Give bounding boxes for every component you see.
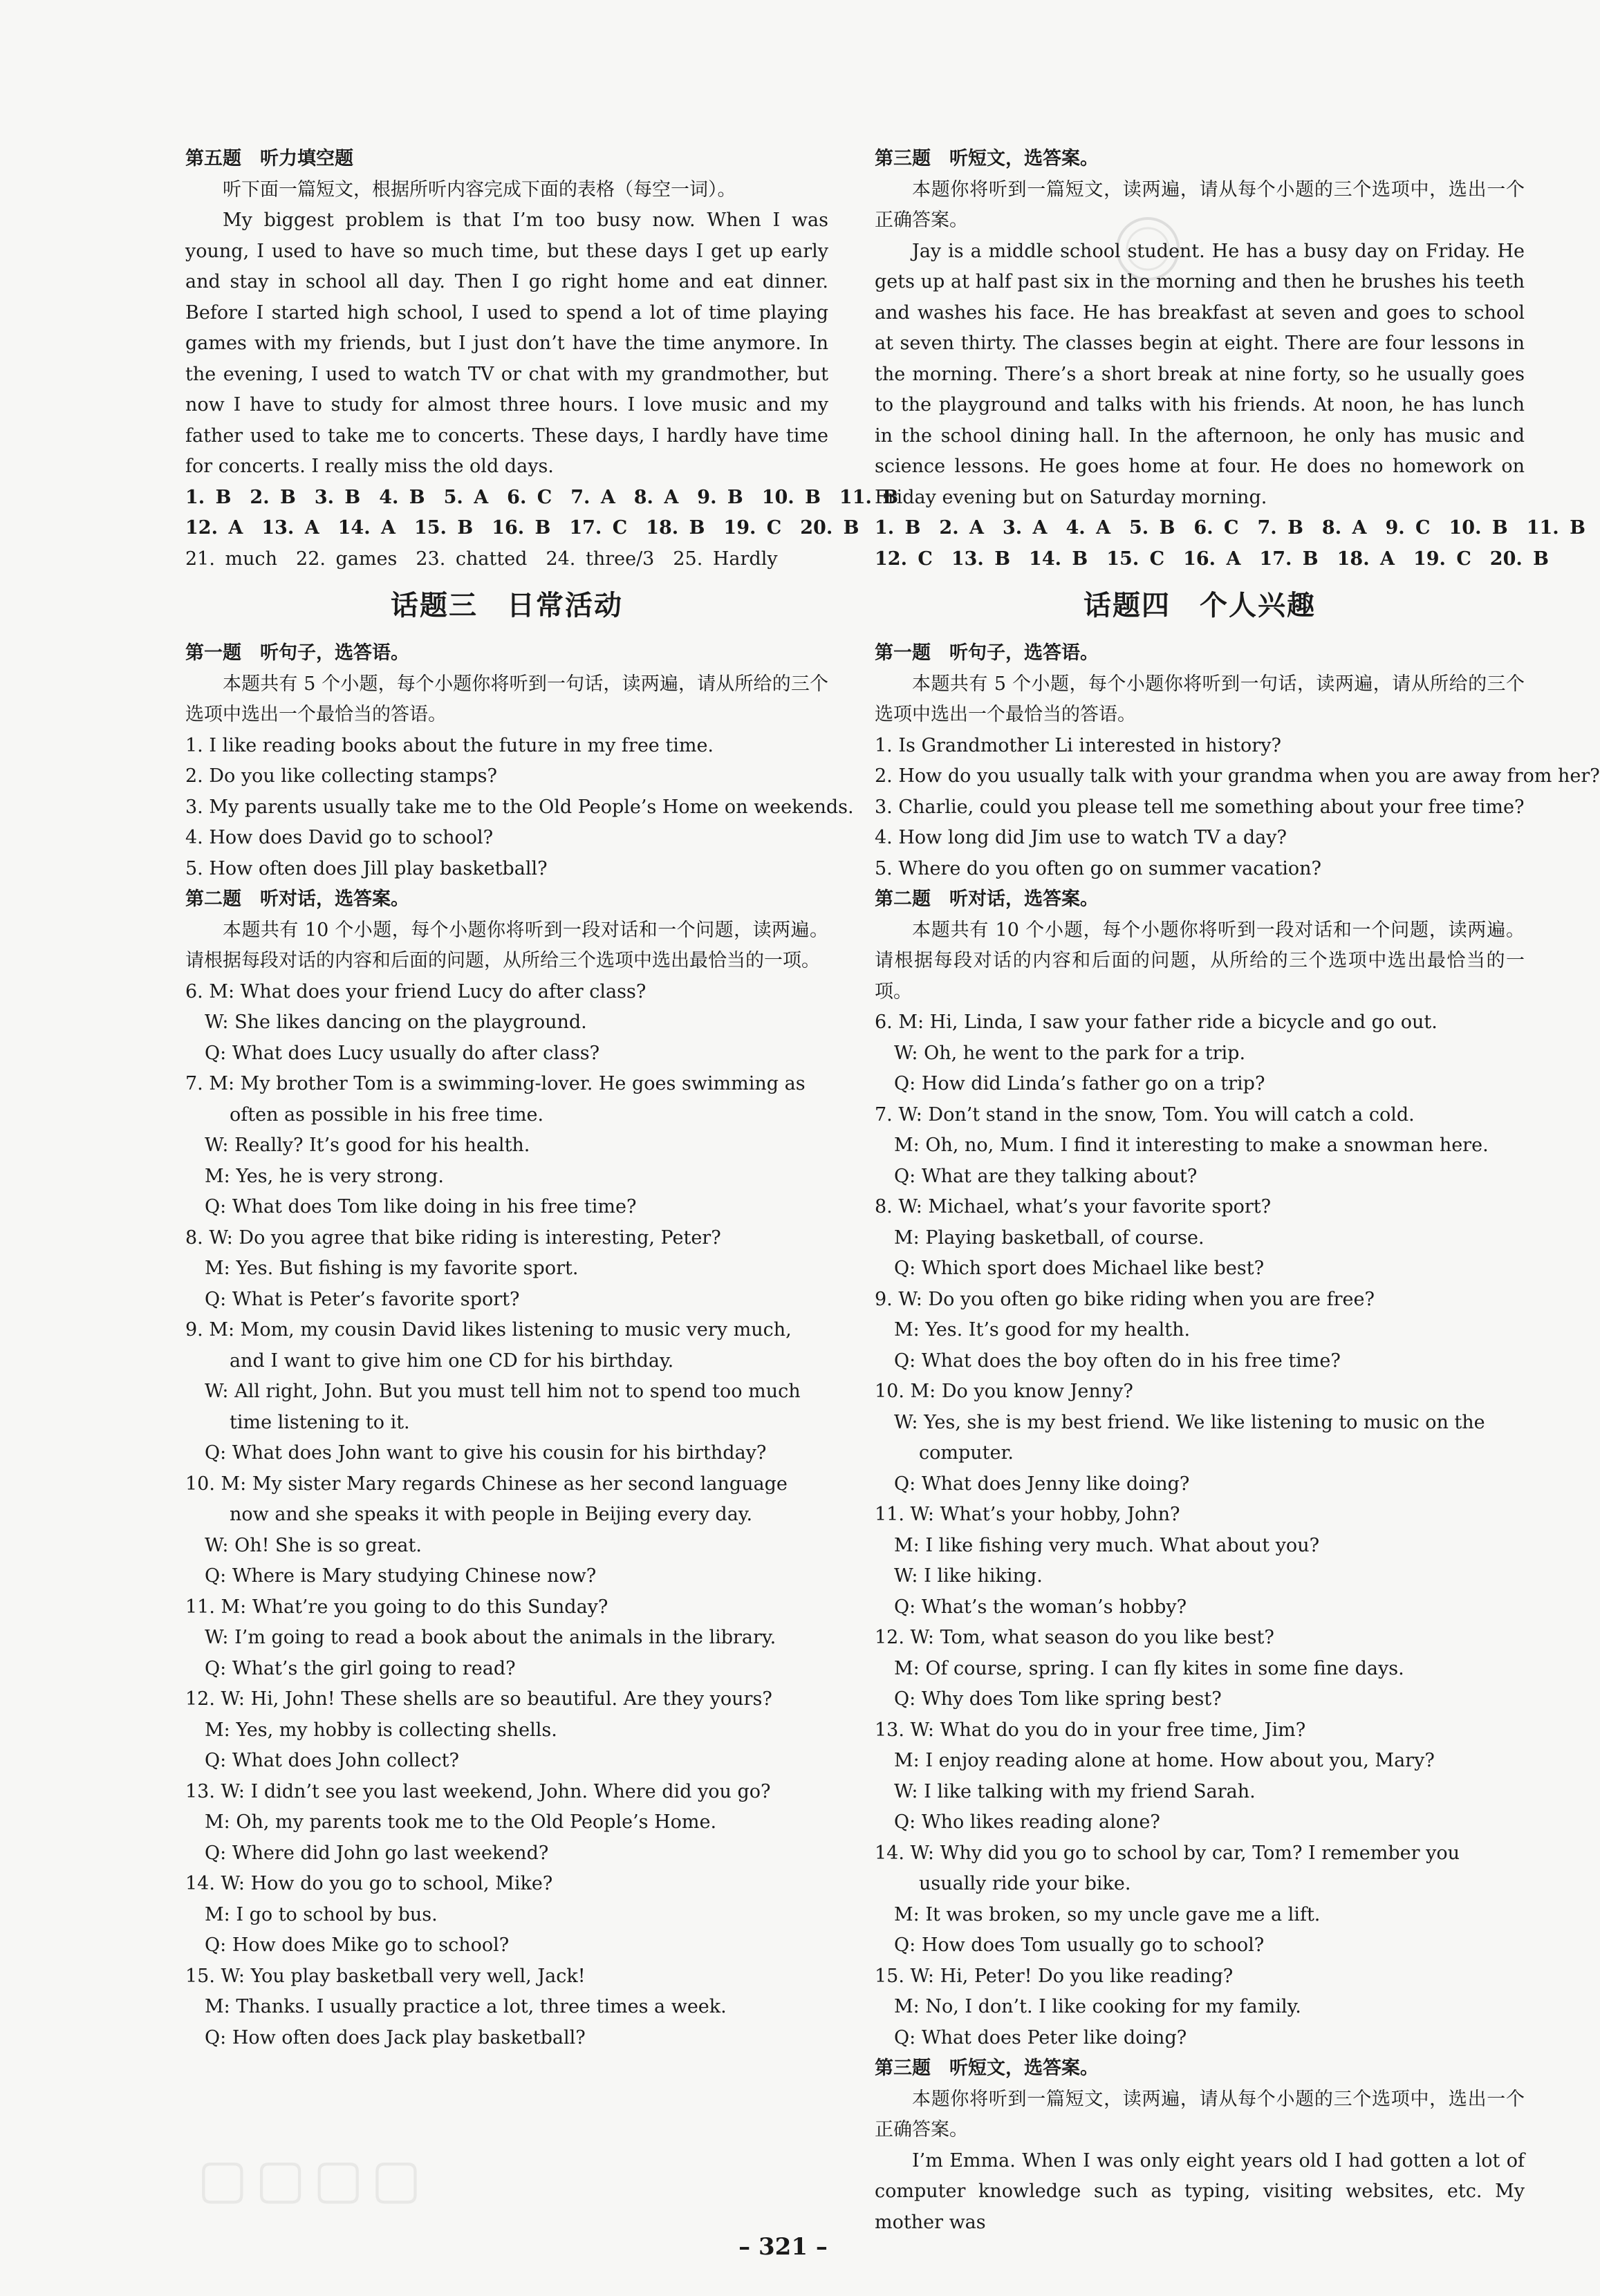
dialog-line: W: Really? It’s good for his health.	[205, 1135, 530, 1156]
right-column	[875, 144, 1600, 2238]
dialog-line: Q: What does John want to give his cousin for his birthday?	[205, 1442, 767, 1464]
section-5-passage: My biggest problem is that I’m too busy now. When I was young, I used to have so much time, but these days I get up early and stay in school all day. Then I go right home and eat dinner. Before I started high school, I used to spend a lot of time playing games with my friends, but I just don’t have the time anymore. In the evening, I used to watch TV or chat with my grandmother, but now I have to study for almost three hours. I love music and my father used to take me to concerts. These days, I hardly have time for concerts. I really miss the old days.	[185, 209, 828, 477]
dialog-line: M: Yes. But fishing is my favorite sport.	[205, 1258, 579, 1279]
t4-section-3-title: 第三题 听短文，选答案。	[875, 2057, 1099, 2079]
dialog-item	[185, 1592, 828, 1685]
dialog-line: Q: What does Tom like doing in his free time?	[205, 1196, 637, 1217]
t4-section-2-instructions: 本题共有 10 个小题，每个小题你将听到一段对话和一个问题，读两遍。请根据每段对话的内容和后面的问题，从所给的三个选项中选出最恰当的一项。	[875, 919, 1525, 1002]
section-3-passage: Jay is a middle school student. He has a busy day on Friday. He gets up at half past six in the morning and then he brushes his teeth and washes his face. He has breakfast at seven and goes to school at seven thirty. The classes begin at eight. There are four lessons in the morning. There’s a short break at nine forty, so he usually goes to the playground and talks with his friends. At noon, he has lunch in the school dining hall. In the afternoon, he only has music and science lessons. He goes home at four. He does no homework on Friday evening but on Saturday morning.	[875, 240, 1525, 508]
dialog-item	[875, 1838, 1525, 1961]
dialog-line: Q: What does Lucy usually do after class?	[205, 1042, 600, 1064]
dialog-question-line: 10. M: My sister Mary regards Chinese as her second language now and she speaks it with people in Beijing every day.	[185, 1473, 788, 1525]
dialog-line: M: Yes, he is very strong.	[205, 1165, 444, 1187]
dialog-line: Q: Where is Mary studying Chinese now?	[205, 1565, 597, 1587]
dialog-question-line: 11. W: What’s your hobby, John?	[875, 1504, 1180, 1525]
dialog-item	[875, 1961, 1525, 2054]
list-item: 1. Is Grandmother Li interested in history?	[875, 734, 1281, 756]
t4-section-3-instructions: 本题你将听到一篇短文，读两遍，请从每个小题的三个选项中，选出一个正确答案。	[875, 2088, 1525, 2140]
dialog-line: Q: What does Jenny like doing?	[894, 1473, 1190, 1495]
dialog-item	[875, 1623, 1525, 1715]
dialog-item	[185, 1777, 828, 1869]
dialog-question-line: 8. W: Michael, what’s your favorite sport?	[875, 1196, 1272, 1217]
dialog-question-line: 12. W: Tom, what season do you like best?	[875, 1627, 1274, 1648]
dialog-line: Q: Why does Tom like spring best?	[894, 1688, 1222, 1710]
dialog-question-line: 15. W: Hi, Peter! Do you like reading?	[875, 1965, 1234, 1987]
dialog-line: Q: What’s the girl going to read?	[205, 1657, 516, 1679]
dialog-item	[185, 1069, 828, 1223]
dialog-question-line: 6. M: What does your friend Lucy do after class?	[185, 980, 646, 1002]
t3-section-1-title: 第一题 听句子，选答语。	[185, 642, 409, 664]
dialog-line: M: Thanks. I usually practice a lot, three times a week.	[205, 1996, 727, 2017]
dialog-question-line: 13. W: What do you do in your free time, Jim?	[875, 1719, 1306, 1741]
section-3-instructions: 本题你将听到一篇短文，读两遍，请从每个小题的三个选项中，选出一个正确答案。	[875, 178, 1525, 231]
list-item: 1. I like reading books about the future in my free time.	[185, 734, 714, 756]
stamp-watermark-icon	[1106, 207, 1189, 290]
dialog-line: W: I like talking with my friend Sarah.	[894, 1780, 1256, 1802]
dialog-line: M: Playing basketball, of course.	[894, 1226, 1204, 1249]
t3-section-1-instructions: 本题共有 5 个小题，每个小题你将听到一句话，读两遍，请从所给的三个选项中选出一个最恰当的答语。	[185, 673, 828, 725]
dialog-question-line: 12. W: Hi, John! These shells are so beautiful. Are they yours?	[185, 1688, 772, 1710]
dialog-question-line: 6. M: Hi, Linda, I saw your father ride a bicycle and go out.	[875, 1011, 1438, 1033]
section-5-instructions: 听下面一篇短文，根据所听内容完成下面的表格（每空一词）。	[223, 178, 736, 200]
dialog-line: M: Yes. It’s good for my health.	[894, 1319, 1191, 1341]
list-item: 3. Charlie, could you please tell me something about your free time?	[875, 796, 1525, 818]
dialog-line: W: I like hiking.	[894, 1565, 1043, 1587]
answer-key-line-2: 12. A 13. A 14. A 15. B 16. B 17. C 18. B 19. C 20. B	[185, 517, 859, 539]
dialog-line: M: I go to school by bus.	[205, 1903, 438, 1925]
answer-key-line-1: 1. B 2. B 3. B 4. B 5. A 6. C 7. A 8. A 9. B 10. B 11. B	[185, 486, 899, 508]
dialog-item	[875, 1285, 1525, 1377]
watermark-logo-icon: ▢▢▢▢	[197, 2148, 429, 2210]
answer-key-line-1: 1. B 2. A 3. A 4. A 5. B 6. C 7. B 8. A 9. C 10. B 11. B	[875, 517, 1585, 539]
t3-section-2-instructions: 本题共有 10 个小题，每个小题你将听到一段对话和一个问题，读两遍。请根据每段对话的内容和后面的问题，从所给三个选项中选出最恰当的一项。	[185, 919, 828, 971]
dialog-line: M: I like fishing very much. What about you?	[894, 1534, 1320, 1556]
dialog-line: Q: Which sport does Michael like best?	[894, 1258, 1265, 1279]
dialog-item	[185, 1223, 828, 1316]
list-item: 4. How long did Jim use to watch TV a day?	[875, 827, 1287, 848]
dialog-item	[875, 1715, 1525, 1838]
dialog-line: Q: How often does Jack play basketball?	[205, 2026, 586, 2048]
list-item: 5. Where do you often go on summer vacation?	[875, 857, 1322, 879]
list-item: 4. How does David go to school?	[185, 827, 494, 848]
dialog-line: W: I’m going to read a book about the animals in the library.	[205, 1627, 776, 1648]
dialog-line: M: It was broken, so my uncle gave me a lift.	[894, 1903, 1321, 1925]
t3-dialog-list	[185, 977, 828, 2054]
t4-section-2-title: 第二题 听对话，选答案。	[875, 888, 1099, 910]
dialog-item	[875, 1500, 1525, 1623]
section-5-title: 第五题 听力填空题	[185, 148, 353, 169]
dialog-line: M: Yes, my hobby is collecting shells.	[205, 1719, 557, 1741]
t3-section-2-title: 第二题 听对话，选答案。	[185, 888, 409, 910]
t4-section-1-title: 第一题 听句子，选答语。	[875, 642, 1099, 664]
dialog-line: M: No, I don’t. I like cooking for my family.	[894, 1996, 1301, 2017]
answer-key-line-2: 12. C 13. B 14. B 15. C 16. A 17. B 18. A 19. C 20. B	[875, 548, 1550, 570]
dialog-line: M: Of course, spring. I can fly kites in some fine days.	[894, 1657, 1404, 1679]
dialog-line: Q: What’s the woman’s hobby?	[894, 1596, 1187, 1618]
dialog-question-line: 9. W: Do you often go bike riding when you are free?	[875, 1288, 1375, 1310]
dialog-question-line: 14. W: Why did you go to school by car, Tom? I remember you usually ride your bike.	[875, 1842, 1460, 1894]
dialog-line: Q: Who likes reading alone?	[894, 1811, 1160, 1833]
dialog-question-line: 9. M: Mom, my cousin David likes listening to music very much, and I want to give him one CD for his birthday.	[185, 1319, 792, 1372]
left-column	[185, 144, 899, 2053]
dialog-item	[875, 1192, 1525, 1285]
dialog-question-line: 7. W: Don’t stand in the snow, Tom. You will catch a cold.	[875, 1103, 1415, 1126]
dialog-item	[185, 1961, 828, 2054]
t3-section-1-items	[185, 731, 854, 885]
answer-key-line-3: 21. much 22. games 23. chatted 24. three/3 25. Hardly	[185, 548, 778, 570]
dialog-item	[875, 1007, 1525, 1100]
dialog-line: W: Yes, she is my best friend. We like listening to music on the computer.	[894, 1411, 1485, 1464]
dialog-line: Q: What is Peter’s favorite sport?	[205, 1288, 520, 1310]
dialog-item	[185, 1469, 828, 1592]
dialog-item	[185, 1869, 828, 1961]
t4-section-1-instructions: 本题共有 5 个小题，每个小题你将听到一句话，读两遍，请从所给的三个选项中选出一个最恰当的答语。	[875, 673, 1525, 725]
list-item: 5. How often does Jill play basketball?	[185, 857, 548, 879]
dialog-line: Q: What does John collect?	[205, 1750, 459, 1771]
dialog-line: Q: How does Mike go to school?	[205, 1934, 510, 1956]
dialog-question-line: 8. W: Do you agree that bike riding is interesting, Peter?	[185, 1226, 721, 1249]
dialog-line: Q: What does Peter like doing?	[894, 2026, 1187, 2048]
dialog-line: M: Oh, no, Mum. I find it interesting to make a snowman here.	[894, 1135, 1489, 1156]
dialog-line: Q: Where did John go last weekend?	[205, 1842, 549, 1864]
dialog-line: W: All right, John. But you must tell him not to spend too much time listening to it.	[205, 1381, 801, 1433]
dialog-item	[875, 1376, 1525, 1500]
dialog-item	[185, 1684, 828, 1777]
list-item: 2. Do you like collecting stamps?	[185, 765, 498, 787]
dialog-question-line: 10. M: Do you know Jenny?	[875, 1381, 1133, 1402]
topic-3-title: 话题三 日常活动	[391, 590, 623, 622]
dialog-question-line: 11. M: What’re you going to do this Sunday?	[185, 1596, 608, 1618]
dialog-line: Q: What does the boy often do in his free time?	[894, 1350, 1341, 1372]
dialog-line: W: Oh! She is so great.	[205, 1534, 422, 1556]
dialog-item	[185, 977, 828, 1070]
page-number: – 321 –	[738, 2233, 828, 2261]
dialog-question-line: 7. M: My brother Tom is a swimming-lover. He goes swimming as often as possible in his free time.	[185, 1073, 806, 1126]
t4-section-3-passage: I’m Emma. When I was only eight years old I had gotten a lot of computer knowledge such as typing, visiting websites, etc. My mother was	[875, 2149, 1525, 2233]
dialog-line: Q: How does Tom usually go to school?	[894, 1934, 1265, 1956]
dialog-line: M: Oh, my parents took me to the Old People’s Home.	[205, 1811, 717, 1833]
section-3-title: 第三题 听短文，选答案。	[875, 148, 1099, 169]
t4-section-1-items	[875, 731, 1600, 885]
dialog-item	[185, 1315, 828, 1469]
dialog-question-line: 13. W: I didn’t see you last weekend, John. Where did you go?	[185, 1780, 771, 1802]
dialog-line: W: Oh, he went to the park for a trip.	[894, 1042, 1246, 1064]
dialog-line: W: She likes dancing on the playground.	[205, 1011, 587, 1033]
list-item: 2. How do you usually talk with your grandma when you are away from her?	[875, 765, 1600, 787]
dialog-question-line: 14. W: How do you go to school, Mike?	[185, 1873, 553, 1894]
dialog-line: M: I enjoy reading alone at home. How about you, Mary?	[894, 1750, 1435, 1771]
dialog-question-line: 15. W: You play basketball very well, Jack!	[185, 1965, 586, 1987]
dialog-line: Q: How did Linda’s father go on a trip?	[894, 1073, 1265, 1094]
dialog-line: Q: What are they talking about?	[894, 1165, 1198, 1187]
list-item: 3. My parents usually take me to the Old People’s Home on weekends.	[185, 796, 854, 818]
dialog-item	[875, 1100, 1525, 1193]
topic-4-title: 话题四 个人兴趣	[1083, 590, 1316, 622]
t4-dialog-list	[875, 1007, 1525, 2053]
